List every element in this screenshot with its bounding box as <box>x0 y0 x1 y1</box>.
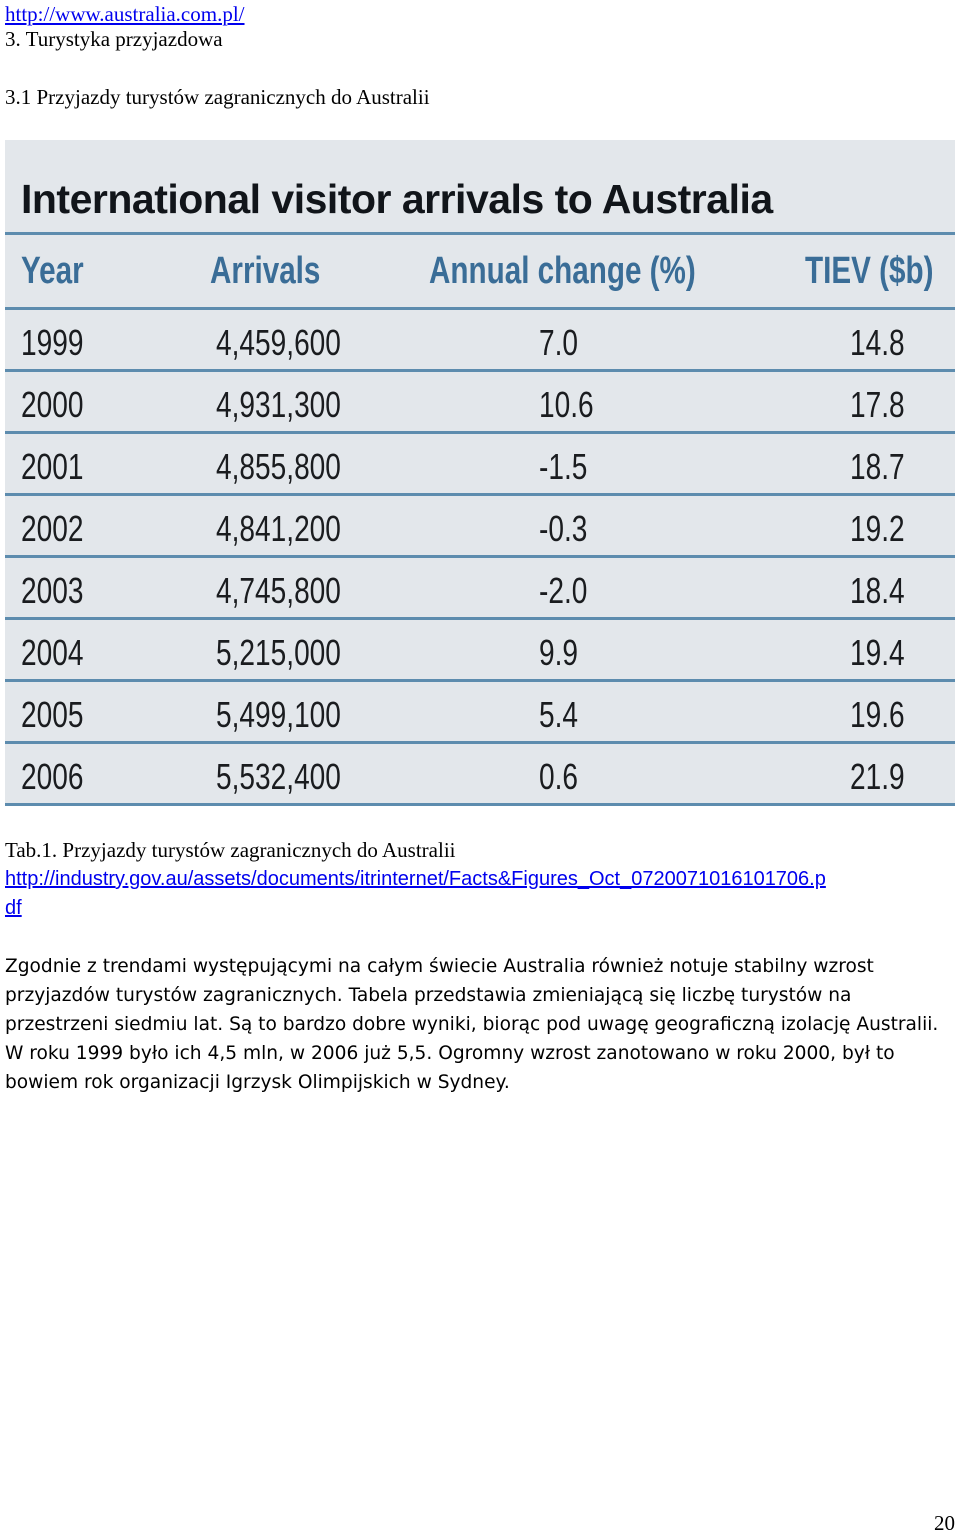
row-rule <box>5 741 955 744</box>
cell-tiev: 21.9 <box>850 756 905 797</box>
cell-arrivals: 5,532,400 <box>216 756 341 797</box>
row-rule <box>5 493 955 496</box>
cell-annual-change: 7.0 <box>539 322 579 363</box>
cell-year: 2004 <box>21 632 84 673</box>
header-url-link[interactable]: http://www.australia.com.pl/ <box>5 2 245 26</box>
header-rule <box>5 307 955 310</box>
cell-annual-change: 9.9 <box>539 632 579 673</box>
cell-tiev: 14.8 <box>850 322 905 363</box>
subsection-title: 3.1 Przyjazdy turystów zagranicznych do Australii <box>5 85 430 109</box>
cell-annual-change: -2.0 <box>539 570 588 611</box>
cell-year: 1999 <box>21 322 84 363</box>
cell-tiev: 19.6 <box>850 694 905 735</box>
row-rule <box>5 431 955 434</box>
body-paragraph: Zgodnie z trendami występującymi na całym świecie Australia również notuje stabilny wzrost przyjazdów turystów zagranicznych. Tabela przedstawia zmieniającą się liczbę turystów na przestrzeni siedmiu lat. Są to bardzo dobre wyniki, biorąc pod uwagę geograficzną izolację Australii. W roku 1999 było ich 4,5 mln, w 2006 już 5,5. Ogromny wzrost zanotowano w roku 2000, był to bowiem rok organizacji Igrzysk Olimpijskich w Sydney. <box>5 956 939 1093</box>
cell-annual-change: 0.6 <box>539 756 579 797</box>
cell-arrivals: 4,745,800 <box>216 570 341 611</box>
table-title: International visitor arrivals to Australia <box>21 176 773 222</box>
cell-arrivals: 4,841,200 <box>216 508 341 549</box>
page-number: 20 <box>934 1511 955 1535</box>
cell-tiev: 19.4 <box>850 632 905 673</box>
column-header-year: Year <box>21 250 84 292</box>
column-header-annual-change: Annual change (%) <box>429 250 696 292</box>
cell-year: 2006 <box>21 756 84 797</box>
cell-tiev: 19.2 <box>850 508 905 549</box>
cell-tiev: 18.4 <box>850 570 905 611</box>
cell-tiev: 17.8 <box>850 384 905 425</box>
row-rule <box>5 369 955 372</box>
cell-annual-change: -1.5 <box>539 446 588 487</box>
column-header-arrivals: Arrivals <box>210 250 321 292</box>
cell-arrivals: 5,215,000 <box>216 632 341 673</box>
visitor-arrivals-table-image <box>5 140 955 806</box>
row-rule <box>5 617 955 620</box>
row-rule <box>5 679 955 682</box>
cell-annual-change: 5.4 <box>539 694 579 735</box>
cell-year: 2003 <box>21 570 84 611</box>
cell-arrivals: 5,499,100 <box>216 694 341 735</box>
cell-year: 2005 <box>21 694 84 735</box>
cell-year: 2001 <box>21 446 84 487</box>
source-url-link[interactable]: http://industry.gov.au/assets/documents/itrinternet/Facts&Figures_Oct_0720071016101706.p <box>5 868 826 890</box>
row-rule <box>5 803 955 806</box>
cell-year: 2002 <box>21 508 84 549</box>
cell-year: 2000 <box>21 384 84 425</box>
cell-arrivals: 4,855,800 <box>216 446 341 487</box>
column-header-tiev: TIEV ($b) <box>805 250 934 292</box>
cell-annual-change: -0.3 <box>539 508 588 549</box>
cell-annual-change: 10.6 <box>539 384 594 425</box>
cell-arrivals: 4,931,300 <box>216 384 341 425</box>
cell-tiev: 18.7 <box>850 446 905 487</box>
table-caption: Tab.1. Przyjazdy turystów zagranicznych do Australii <box>5 838 456 862</box>
source-url-link-continuation[interactable]: df <box>5 897 22 919</box>
section-title: 3. Turystyka przyjazdowa <box>5 27 223 51</box>
row-rule <box>5 555 955 558</box>
title-rule <box>5 232 955 235</box>
cell-arrivals: 4,459,600 <box>216 322 341 363</box>
